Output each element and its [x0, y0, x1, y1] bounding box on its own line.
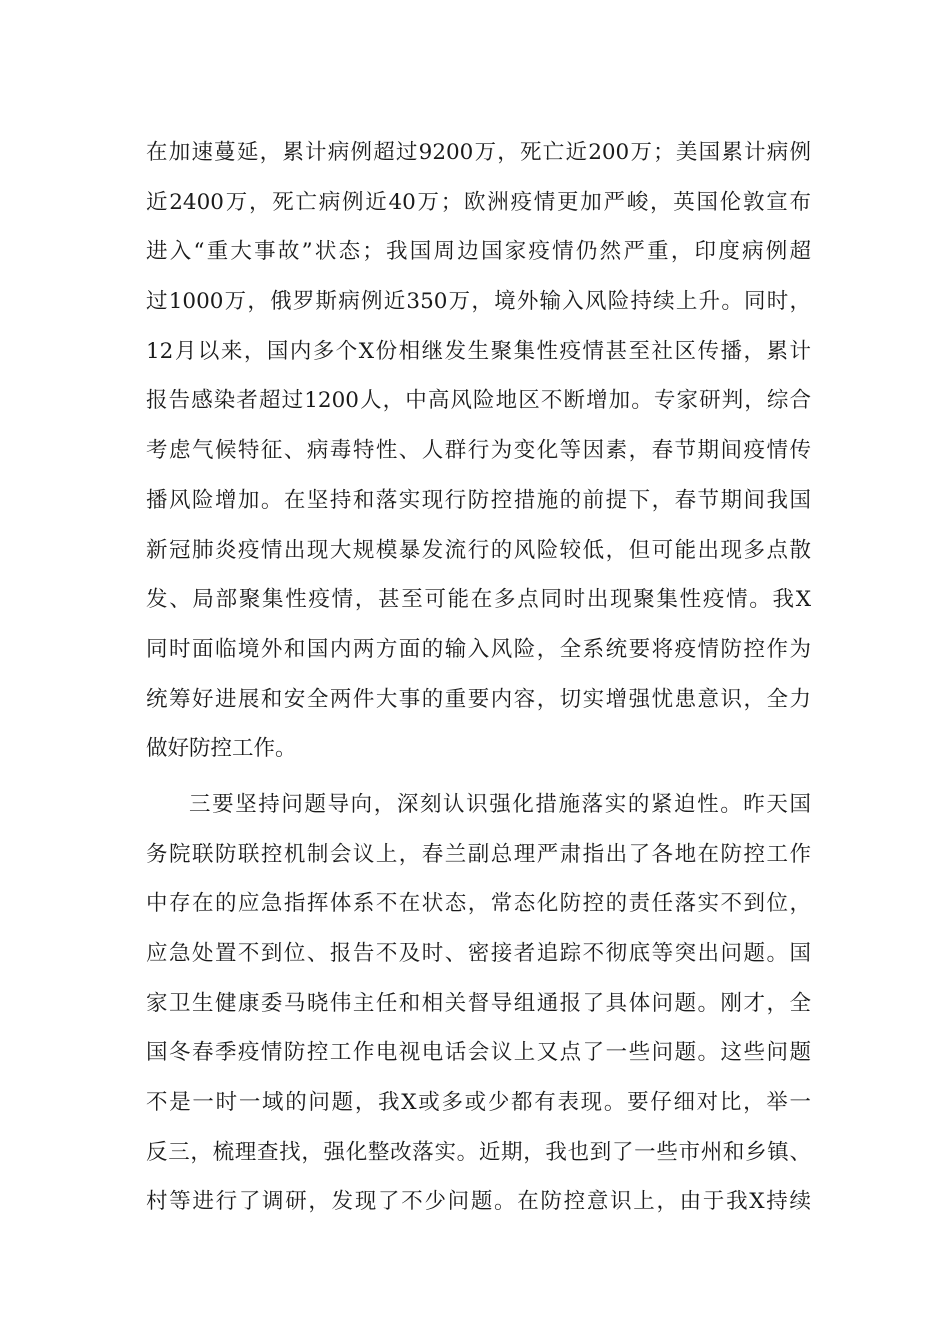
- paragraph-line: 村等进行了调研，发现了不少问题。在防控意识上，由于我X持续: [146, 1189, 811, 1215]
- paragraph-line: 报告感染者超过1200人，中高风险地区不断增加。专家研判，综合: [146, 388, 811, 414]
- paragraph-line: 同时面临境外和国内两方面的输入风险，全系统要将疫情防控作为: [146, 636, 811, 662]
- paragraph-line: 在加速蔓延，累计病例超过9200万，死亡近200万；美国累计病例: [146, 140, 811, 165]
- paragraph-line: 新冠肺炎疫情出现大规模暴发流行的风险较低，但可能出现多点散: [146, 537, 811, 563]
- paragraph-line: 三要坚持问题导向，深刻认识强化措施落实的紧迫性。昨天国: [189, 791, 811, 817]
- paragraph-line: 做好防控工作。: [146, 736, 297, 762]
- paragraph-line: 家卫生健康委马晓伟主任和相关督导组通报了具体问题。刚才，全: [146, 990, 811, 1016]
- paragraph-2: [146, 785, 811, 1232]
- paragraph-line: 进入“重大事故”状态；我国周边国家疫情仍然严重，印度病例超: [146, 239, 811, 265]
- paragraph-line: 考虑气候特征、病毒特性、人群行为变化等因素，春节期间疫情传: [146, 438, 811, 464]
- paragraph-1: [146, 133, 811, 779]
- paragraph-line: 近2400万，死亡病例近40万；欧洲疫情更加严峻，英国伦敦宣布: [146, 189, 811, 215]
- paragraph-line: 务院联防联控机制会议上，春兰副总理严肃指出了各地在防控工作: [146, 841, 811, 867]
- paragraph-line: 过1000万，俄罗斯病例近350万，境外输入风险持续上升。同时，: [146, 289, 811, 315]
- paragraph-line: 发、局部聚集性疫情，甚至可能在多点同时出现聚集性疫情。我X: [146, 587, 811, 613]
- paragraph-line: 反三，梳理查找，强化整改落实。近期，我也到了一些市州和乡镇、: [146, 1139, 811, 1165]
- paragraph-line: 应急处置不到位、报告不及时、密接者追踪不彻底等突出问题。国: [146, 941, 811, 966]
- document-body: [146, 133, 811, 1232]
- paragraph-line: 国冬春季疫情防控工作电视电话会议上又点了一些问题。这些问题: [146, 1040, 811, 1066]
- paragraph-line: 中存在的应急指挥体系不在状态，常态化防控的责任落实不到位，: [146, 891, 811, 917]
- paragraph-line: 不是一时一域的问题，我X或多或少都有表现。要仔细对比，举一: [146, 1090, 811, 1116]
- paragraph-line: 12月以来，国内多个X份相继发生聚集性疫情甚至社区传播，累计: [146, 338, 811, 364]
- paragraph-line: 统筹好进展和安全两件大事的重要内容，切实增强忧患意识，全力: [146, 686, 811, 712]
- paragraph-line: 播风险增加。在坚持和落实现行防控措施的前提下，春节期间我国: [146, 487, 811, 513]
